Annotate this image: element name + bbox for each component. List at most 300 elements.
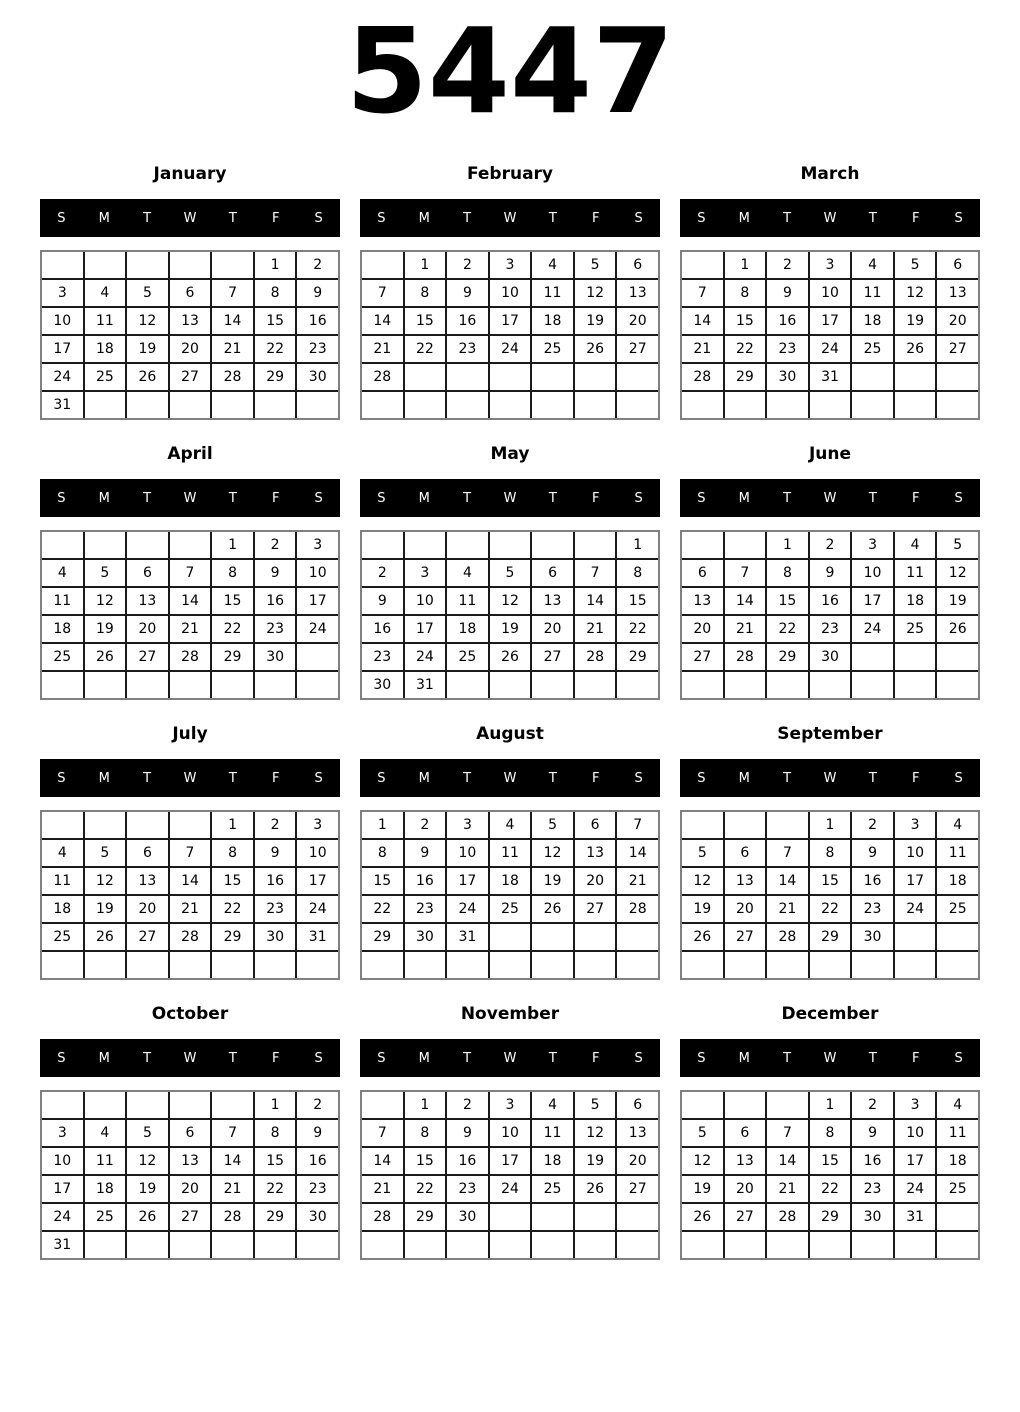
day-cell: 19 [895, 308, 936, 334]
day-cell [617, 392, 658, 418]
day-cell [42, 672, 83, 698]
day-cell: 7 [617, 812, 658, 838]
weekday-header [360, 759, 660, 797]
weekday-header [360, 479, 660, 517]
day-cell: 29 [617, 644, 658, 670]
day-cell: 24 [852, 616, 893, 642]
day-cell [212, 252, 253, 278]
day-cell [937, 672, 978, 698]
day-cell: 28 [575, 644, 616, 670]
day-cell: 22 [617, 616, 658, 642]
month-november [360, 1004, 660, 1260]
weekday-label: S [377, 1050, 386, 1066]
day-cell: 23 [447, 1176, 488, 1202]
day-cell: 1 [810, 812, 851, 838]
day-cell: 6 [532, 560, 573, 586]
weekday-label: W [183, 490, 197, 506]
day-cell: 15 [617, 588, 658, 614]
day-cell: 16 [810, 588, 851, 614]
day-cell [617, 924, 658, 950]
weekday-label: W [823, 770, 837, 786]
day-grid [40, 1090, 340, 1260]
weekday-header [40, 759, 340, 797]
day-cell: 21 [575, 616, 616, 642]
day-cell: 15 [767, 588, 808, 614]
day-cell: 29 [212, 924, 253, 950]
day-cell: 27 [682, 644, 723, 670]
day-cell: 29 [810, 1204, 851, 1230]
weekday-label: T [868, 490, 877, 506]
day-cell: 27 [127, 924, 168, 950]
day-cell: 31 [405, 672, 446, 698]
day-cell [170, 672, 211, 698]
day-cell: 17 [810, 308, 851, 334]
day-cell: 5 [85, 840, 126, 866]
day-cell: 12 [575, 280, 616, 306]
day-cell: 27 [170, 364, 211, 390]
day-cell [255, 1232, 296, 1258]
day-cell: 22 [405, 1176, 446, 1202]
day-grid [360, 1090, 660, 1260]
day-cell [937, 924, 978, 950]
day-cell: 21 [617, 868, 658, 894]
day-cell: 19 [575, 308, 616, 334]
day-cell [127, 812, 168, 838]
day-cell: 12 [85, 588, 126, 614]
weekday-label: S [314, 1050, 323, 1066]
day-cell: 12 [895, 280, 936, 306]
day-cell [85, 532, 126, 558]
weekday-label: F [271, 1050, 280, 1066]
day-cell: 21 [362, 1176, 403, 1202]
day-cell [852, 364, 893, 390]
day-cell [895, 392, 936, 418]
weekday-label: M [98, 210, 110, 226]
day-cell: 23 [810, 616, 851, 642]
day-cell [127, 252, 168, 278]
day-cell: 27 [617, 1176, 658, 1202]
weekday-label: S [57, 490, 66, 506]
day-cell [212, 672, 253, 698]
day-cell: 28 [212, 364, 253, 390]
day-cell: 18 [85, 1176, 126, 1202]
day-cell: 13 [682, 588, 723, 614]
day-cell: 1 [767, 532, 808, 558]
weekday-label: S [377, 490, 386, 506]
day-cell: 21 [725, 616, 766, 642]
day-cell: 8 [405, 280, 446, 306]
day-cell [575, 364, 616, 390]
day-cell: 12 [532, 840, 573, 866]
day-cell [447, 364, 488, 390]
day-cell: 17 [297, 588, 338, 614]
day-cell: 6 [725, 1120, 766, 1146]
weekday-label: T [463, 1050, 472, 1066]
day-cell: 19 [937, 588, 978, 614]
day-cell: 14 [212, 308, 253, 334]
weekday-label: T [868, 210, 877, 226]
day-cell [810, 1232, 851, 1258]
weekday-label: F [271, 490, 280, 506]
day-cell: 16 [297, 308, 338, 334]
day-cell [362, 952, 403, 978]
day-cell [617, 1204, 658, 1230]
day-cell: 23 [447, 336, 488, 362]
weekday-header [680, 199, 980, 237]
day-cell: 26 [575, 336, 616, 362]
day-cell [852, 1232, 893, 1258]
day-cell [362, 252, 403, 278]
day-cell: 11 [42, 588, 83, 614]
day-cell: 18 [937, 868, 978, 894]
weekday-label: T [463, 770, 472, 786]
day-cell: 11 [42, 868, 83, 894]
day-cell [170, 812, 211, 838]
day-cell: 30 [852, 1204, 893, 1230]
day-cell: 29 [767, 644, 808, 670]
day-cell [170, 952, 211, 978]
day-cell: 23 [852, 896, 893, 922]
day-cell [297, 644, 338, 670]
day-cell: 7 [362, 1120, 403, 1146]
day-cell [85, 672, 126, 698]
day-cell: 20 [170, 1176, 211, 1202]
day-cell: 1 [255, 1092, 296, 1118]
day-cell [490, 1232, 531, 1258]
weekday-label: T [463, 210, 472, 226]
day-cell: 18 [42, 616, 83, 642]
day-cell: 17 [297, 868, 338, 894]
day-cell [937, 392, 978, 418]
day-cell: 10 [810, 280, 851, 306]
day-cell: 30 [852, 924, 893, 950]
day-cell [297, 1232, 338, 1258]
day-cell: 25 [937, 1176, 978, 1202]
weekday-label: S [634, 210, 643, 226]
day-cell: 22 [725, 336, 766, 362]
month-title: June [808, 444, 852, 464]
day-cell: 27 [725, 924, 766, 950]
weekday-label: T [868, 770, 877, 786]
weekday-label: W [503, 490, 517, 506]
day-cell [255, 392, 296, 418]
month-october [40, 1004, 340, 1260]
day-cell: 31 [42, 392, 83, 418]
day-cell: 2 [767, 252, 808, 278]
day-cell [490, 364, 531, 390]
day-cell: 21 [362, 336, 403, 362]
day-cell: 14 [767, 868, 808, 894]
day-cell [725, 672, 766, 698]
day-cell [42, 252, 83, 278]
day-cell: 1 [212, 532, 253, 558]
day-cell [937, 1232, 978, 1258]
weekday-label: S [634, 1050, 643, 1066]
day-cell: 30 [255, 644, 296, 670]
day-cell: 4 [447, 560, 488, 586]
weekday-label: F [911, 490, 920, 506]
day-cell: 24 [810, 336, 851, 362]
day-cell: 14 [725, 588, 766, 614]
day-cell: 4 [937, 812, 978, 838]
day-cell: 1 [405, 252, 446, 278]
weekday-label: W [503, 1050, 517, 1066]
day-cell: 9 [852, 1120, 893, 1146]
day-cell [682, 252, 723, 278]
day-cell [895, 644, 936, 670]
day-cell: 21 [170, 896, 211, 922]
day-cell: 6 [170, 280, 211, 306]
day-cell: 1 [405, 1092, 446, 1118]
day-cell: 21 [212, 336, 253, 362]
weekday-label: S [954, 770, 963, 786]
day-cell: 20 [127, 616, 168, 642]
day-cell: 21 [682, 336, 723, 362]
day-cell [895, 364, 936, 390]
day-cell: 22 [362, 896, 403, 922]
day-cell: 30 [767, 364, 808, 390]
day-cell: 26 [127, 1204, 168, 1230]
day-cell: 6 [617, 252, 658, 278]
month-august [360, 724, 660, 980]
day-cell [617, 364, 658, 390]
day-cell [42, 952, 83, 978]
weekday-label: F [591, 1050, 600, 1066]
day-cell: 19 [532, 868, 573, 894]
day-cell [682, 1232, 723, 1258]
day-cell [85, 1232, 126, 1258]
day-cell: 23 [767, 336, 808, 362]
day-cell: 2 [447, 1092, 488, 1118]
day-cell [575, 1232, 616, 1258]
day-cell: 9 [255, 840, 296, 866]
day-cell: 20 [617, 1148, 658, 1174]
day-cell: 11 [937, 840, 978, 866]
day-cell: 6 [127, 560, 168, 586]
day-cell: 21 [212, 1176, 253, 1202]
day-cell: 19 [85, 896, 126, 922]
weekday-label: W [823, 1050, 837, 1066]
day-cell: 19 [127, 336, 168, 362]
day-cell: 7 [725, 560, 766, 586]
day-cell: 4 [42, 840, 83, 866]
day-cell: 25 [532, 336, 573, 362]
day-cell: 31 [447, 924, 488, 950]
weekday-label: S [314, 210, 323, 226]
day-cell: 21 [767, 896, 808, 922]
weekday-label: S [697, 490, 706, 506]
day-cell: 24 [490, 336, 531, 362]
day-cell [575, 924, 616, 950]
day-cell: 26 [85, 924, 126, 950]
day-cell: 1 [725, 252, 766, 278]
day-cell: 14 [170, 868, 211, 894]
day-cell [42, 812, 83, 838]
day-cell [297, 672, 338, 698]
day-cell: 28 [767, 1204, 808, 1230]
day-grid [680, 810, 980, 980]
day-cell: 13 [617, 1120, 658, 1146]
month-title: December [781, 1004, 879, 1024]
day-cell: 29 [405, 1204, 446, 1230]
day-cell [682, 392, 723, 418]
weekday-label: W [183, 770, 197, 786]
day-cell: 16 [447, 1148, 488, 1174]
day-cell [170, 252, 211, 278]
day-cell [532, 1204, 573, 1230]
weekday-label: W [503, 770, 517, 786]
day-cell [85, 812, 126, 838]
weekday-label: T [548, 210, 557, 226]
weekday-label: T [783, 1050, 792, 1066]
day-cell: 3 [895, 1092, 936, 1118]
weekday-label: T [548, 770, 557, 786]
day-cell [852, 392, 893, 418]
day-cell [852, 952, 893, 978]
day-cell: 30 [447, 1204, 488, 1230]
day-cell: 2 [297, 252, 338, 278]
day-cell [490, 952, 531, 978]
day-cell: 8 [405, 1120, 446, 1146]
day-cell: 13 [937, 280, 978, 306]
day-cell: 5 [85, 560, 126, 586]
day-cell: 20 [725, 1176, 766, 1202]
day-cell: 2 [852, 1092, 893, 1118]
day-cell: 23 [255, 616, 296, 642]
day-cell [532, 924, 573, 950]
day-cell: 22 [810, 1176, 851, 1202]
day-cell: 7 [362, 280, 403, 306]
day-cell: 5 [575, 252, 616, 278]
day-cell: 17 [895, 868, 936, 894]
day-cell: 9 [447, 1120, 488, 1146]
day-cell [405, 952, 446, 978]
day-cell: 30 [255, 924, 296, 950]
day-cell: 13 [170, 1148, 211, 1174]
day-cell: 16 [297, 1148, 338, 1174]
weekday-label: F [911, 770, 920, 786]
day-cell [575, 672, 616, 698]
day-grid [680, 530, 980, 700]
weekday-header [680, 759, 980, 797]
day-cell: 24 [895, 1176, 936, 1202]
day-cell: 3 [297, 812, 338, 838]
day-cell: 18 [42, 896, 83, 922]
day-cell: 18 [937, 1148, 978, 1174]
day-cell: 8 [810, 1120, 851, 1146]
weekday-label: S [57, 770, 66, 786]
day-cell [682, 812, 723, 838]
day-cell [362, 392, 403, 418]
day-cell: 21 [170, 616, 211, 642]
day-cell: 2 [852, 812, 893, 838]
day-cell: 30 [362, 672, 403, 698]
day-cell: 31 [810, 364, 851, 390]
day-cell: 5 [127, 1120, 168, 1146]
day-cell: 9 [767, 280, 808, 306]
day-cell: 20 [682, 616, 723, 642]
day-cell: 5 [682, 840, 723, 866]
day-cell [447, 1232, 488, 1258]
day-cell [767, 1092, 808, 1118]
day-cell: 2 [810, 532, 851, 558]
day-cell: 20 [127, 896, 168, 922]
day-cell: 3 [42, 1120, 83, 1146]
day-cell: 14 [682, 308, 723, 334]
day-cell: 26 [532, 896, 573, 922]
day-cell: 24 [42, 364, 83, 390]
day-cell: 13 [725, 868, 766, 894]
day-cell: 18 [490, 868, 531, 894]
day-cell [490, 392, 531, 418]
day-cell [895, 672, 936, 698]
weekday-label: S [57, 210, 66, 226]
day-cell: 8 [767, 560, 808, 586]
day-cell: 4 [85, 280, 126, 306]
day-cell: 3 [405, 560, 446, 586]
day-cell: 19 [682, 1176, 723, 1202]
day-cell: 29 [212, 644, 253, 670]
day-cell [490, 1204, 531, 1230]
day-cell [682, 952, 723, 978]
weekday-label: T [228, 770, 237, 786]
day-cell [532, 532, 573, 558]
weekday-header [40, 1039, 340, 1077]
day-cell: 5 [532, 812, 573, 838]
day-cell: 7 [212, 280, 253, 306]
day-cell: 2 [255, 532, 296, 558]
day-cell: 13 [725, 1148, 766, 1174]
day-cell: 4 [490, 812, 531, 838]
day-cell: 7 [767, 1120, 808, 1146]
day-cell [617, 952, 658, 978]
day-cell: 4 [895, 532, 936, 558]
day-cell [682, 532, 723, 558]
day-cell: 7 [575, 560, 616, 586]
day-cell: 30 [297, 1204, 338, 1230]
day-cell [405, 1232, 446, 1258]
day-cell: 22 [810, 896, 851, 922]
day-cell: 15 [255, 308, 296, 334]
weekday-label: S [377, 210, 386, 226]
day-cell: 4 [532, 1092, 573, 1118]
day-cell [767, 672, 808, 698]
day-cell [447, 672, 488, 698]
day-cell: 29 [255, 1204, 296, 1230]
day-cell: 26 [937, 616, 978, 642]
day-cell [127, 1232, 168, 1258]
weekday-label: W [823, 490, 837, 506]
day-cell [575, 392, 616, 418]
day-cell: 9 [297, 280, 338, 306]
day-cell: 8 [255, 280, 296, 306]
day-cell: 4 [42, 560, 83, 586]
day-cell [447, 952, 488, 978]
day-cell: 4 [852, 252, 893, 278]
day-cell: 12 [490, 588, 531, 614]
day-cell: 25 [447, 644, 488, 670]
day-grid [360, 530, 660, 700]
day-cell [767, 952, 808, 978]
day-cell: 3 [447, 812, 488, 838]
weekday-label: M [738, 1050, 750, 1066]
day-cell [767, 812, 808, 838]
day-cell [127, 1092, 168, 1118]
day-cell: 13 [617, 280, 658, 306]
day-cell: 15 [362, 868, 403, 894]
day-cell: 9 [255, 560, 296, 586]
day-cell: 28 [682, 364, 723, 390]
